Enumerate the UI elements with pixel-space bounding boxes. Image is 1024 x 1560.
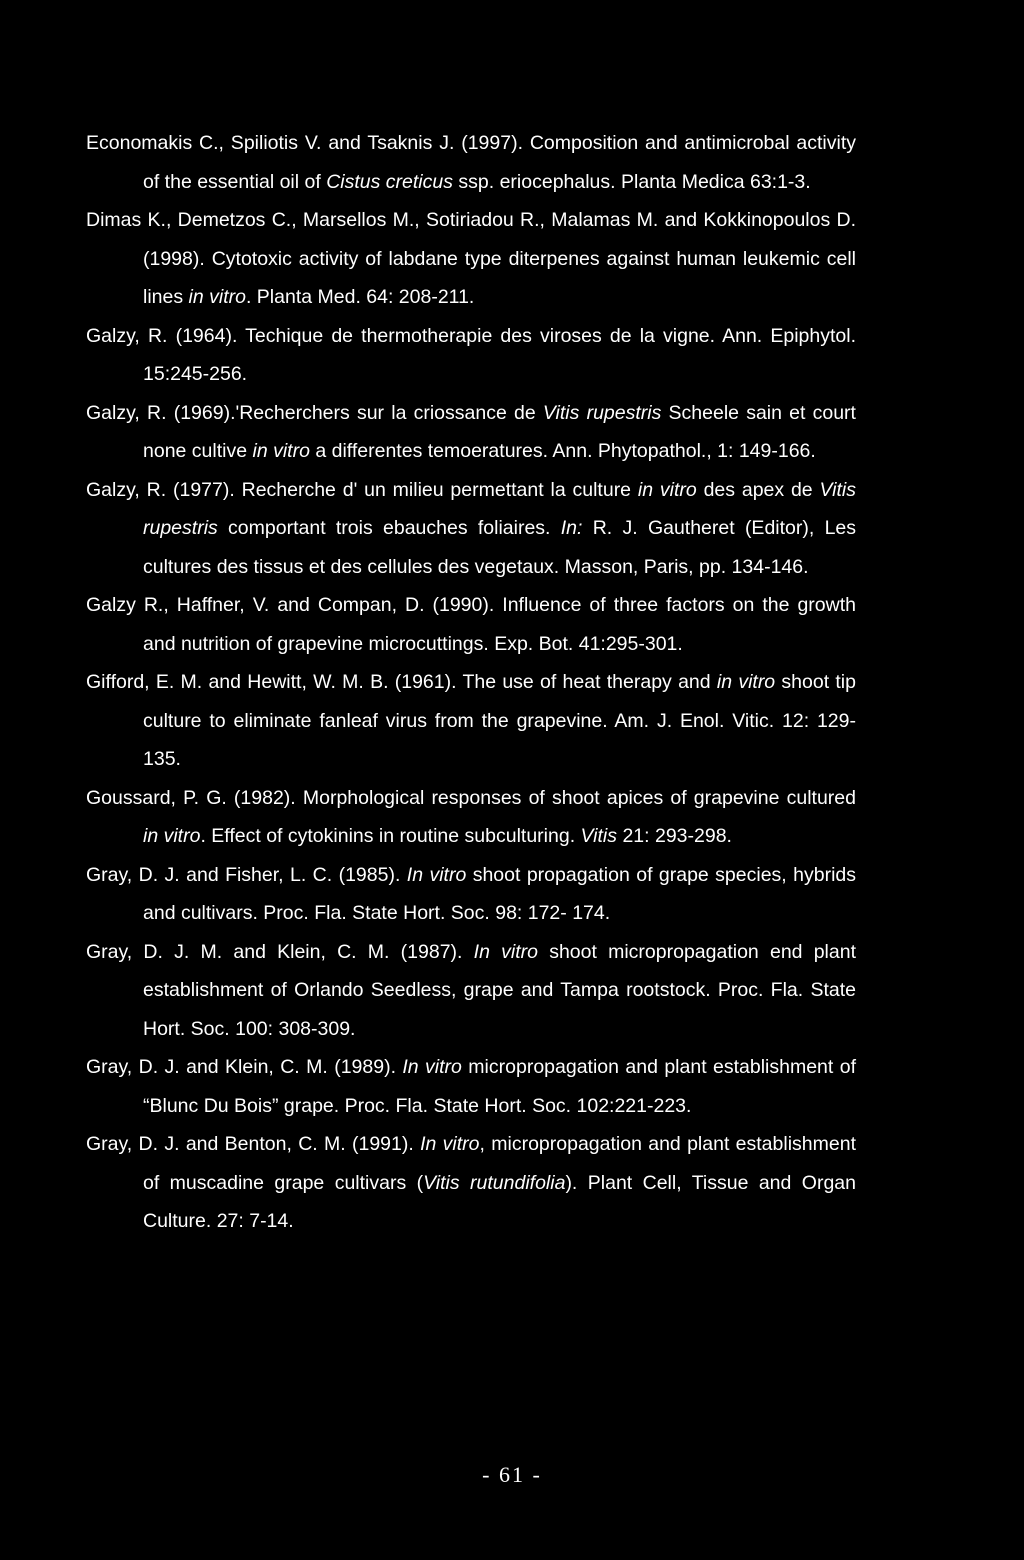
reference-italic-text: in vitro	[716, 671, 776, 693]
reference-text: . Effect of cytokinins in routine subculturing.	[200, 825, 581, 847]
reference-text: Gray, D. J. and Benton, C. M. (1991).	[86, 1133, 421, 1155]
reference-text: des apex de	[696, 478, 820, 501]
reference-text: shoot propagation of grape species, hybrids and cultivars. Proc. Fla. State Hort. Soc. 98: 172- 174.	[143, 863, 856, 924]
reference-text: Gifford, E. M. and Hewitt, W. M. B. (1961). The use of heat therapy and	[86, 671, 717, 693]
reference-italic-text: In:	[560, 517, 583, 539]
reference-italic-text: In vitro	[420, 1133, 480, 1155]
reference-text: Goussard, P. G. (1982). Morphological responses of shoot apices of grapevine cultured	[86, 786, 856, 809]
reference-entry	[86, 663, 856, 779]
reference-text: Galzy, R. (1977). Recherche d' un milieu permettant la culture	[86, 478, 638, 501]
reference-text: Galzy R., Haffner, V. and Compan, D. (1990). Influence of three factors on the growth and nutrition of grapevine microcuttings. Exp. Bot. 41:295-301.	[86, 594, 856, 655]
reference-italic-text: Vitis rupestris	[542, 401, 662, 424]
page-number: - 61 -	[482, 1462, 542, 1487]
reference-text: Gray, D. J. and Fisher, L. C. (1985).	[86, 863, 407, 886]
reference-italic-text: in vitro	[252, 440, 310, 462]
reference-italic-text: in vitro	[143, 825, 201, 847]
reference-entry	[86, 856, 856, 933]
reference-italic-text: Cistus creticus	[326, 170, 453, 193]
reference-italic-text: in vitro	[637, 478, 697, 501]
reference-entry	[86, 933, 856, 1049]
reference-italic-text: In vitro	[406, 863, 467, 886]
reference-entry	[86, 471, 856, 587]
reference-entry	[86, 779, 856, 856]
reference-text: R. J. Gautheret (Editor), Les cultures des tissus et des cellules des vegetaux. Masson, Paris, pp. 134-146.	[143, 517, 857, 578]
reference-text: Galzy, R. (1964). Techique de thermotherapie des viroses de la vigne. Ann. Epiphytol. 15:245-256.	[86, 324, 856, 385]
reference-text: Galzy, R. (1969).'Recherchers sur la criossance de	[86, 401, 543, 424]
reference-entry	[86, 586, 856, 663]
reference-entry	[86, 1125, 856, 1241]
reference-text: Gray, D. J. and Klein, C. M. (1989).	[86, 1056, 403, 1078]
reference-text: ). Plant Cell, Tissue and Organ Culture. 27: 7-14.	[143, 1171, 856, 1232]
reference-italic-text: Vitis	[580, 825, 618, 847]
reference-text: comportant trois ebauches foliaires.	[217, 517, 561, 539]
reference-entry	[86, 394, 856, 471]
reference-italic-text: In vitro	[402, 1056, 462, 1078]
reference-text: Economakis C., Spiliotis V. and Tsaknis J. (1997). Composition and antimicrobal activity of the essential oil of	[86, 132, 856, 193]
reference-italic-text: in vitro	[188, 286, 246, 308]
reference-text: Scheele sain et court none cultive	[143, 401, 856, 462]
reference-list	[86, 124, 856, 1241]
reference-entry	[86, 317, 856, 394]
reference-text: 21: 293-298.	[617, 825, 732, 847]
reference-text: Gray, D. J. M. and Klein, C. M. (1987).	[86, 940, 474, 963]
reference-italic-text: Vitis rupestris	[143, 478, 856, 539]
reference-entry	[86, 124, 856, 201]
reference-text: . Planta Med. 64: 208-211.	[245, 286, 475, 308]
reference-entry	[86, 201, 856, 317]
reference-entry	[86, 1048, 856, 1125]
reference-text: Dimas K., Demetzos C., Marsellos M., Sotiriadou R., Malamas M. and Kokkinopoulos D. (1998). Cytotoxic activity of labdane type diterpenes against human leukemic cell lines	[86, 209, 856, 308]
reference-italic-text: Vitis rutundifolia	[423, 1171, 566, 1194]
reference-text: a differentes temoeratures. Ann. Phytopathol., 1: 149-166.	[309, 440, 816, 462]
reference-text: shoot micropropagation end plant establishment of Orlando Seedless, grape and Tampa rootstock. Proc. Fla. State Hort. Soc. 100: 308-309.	[143, 940, 856, 1040]
reference-text: micropropagation and plant establishment of “Blunc Du Bois” grape. Proc. Fla. State Hort. Soc. 102:221-223.	[143, 1056, 856, 1117]
reference-text: ssp. eriocephalus. Planta Medica 63:1-3.	[452, 170, 811, 193]
reference-text: , micropropagation and plant establishment of muscadine grape cultivars (	[143, 1133, 856, 1194]
reference-italic-text: In vitro	[473, 940, 538, 963]
reference-text: shoot tip culture to eliminate fanleaf virus from the grapevine. Am. J. Enol. Vitic. 12: 129-135.	[143, 671, 856, 770]
